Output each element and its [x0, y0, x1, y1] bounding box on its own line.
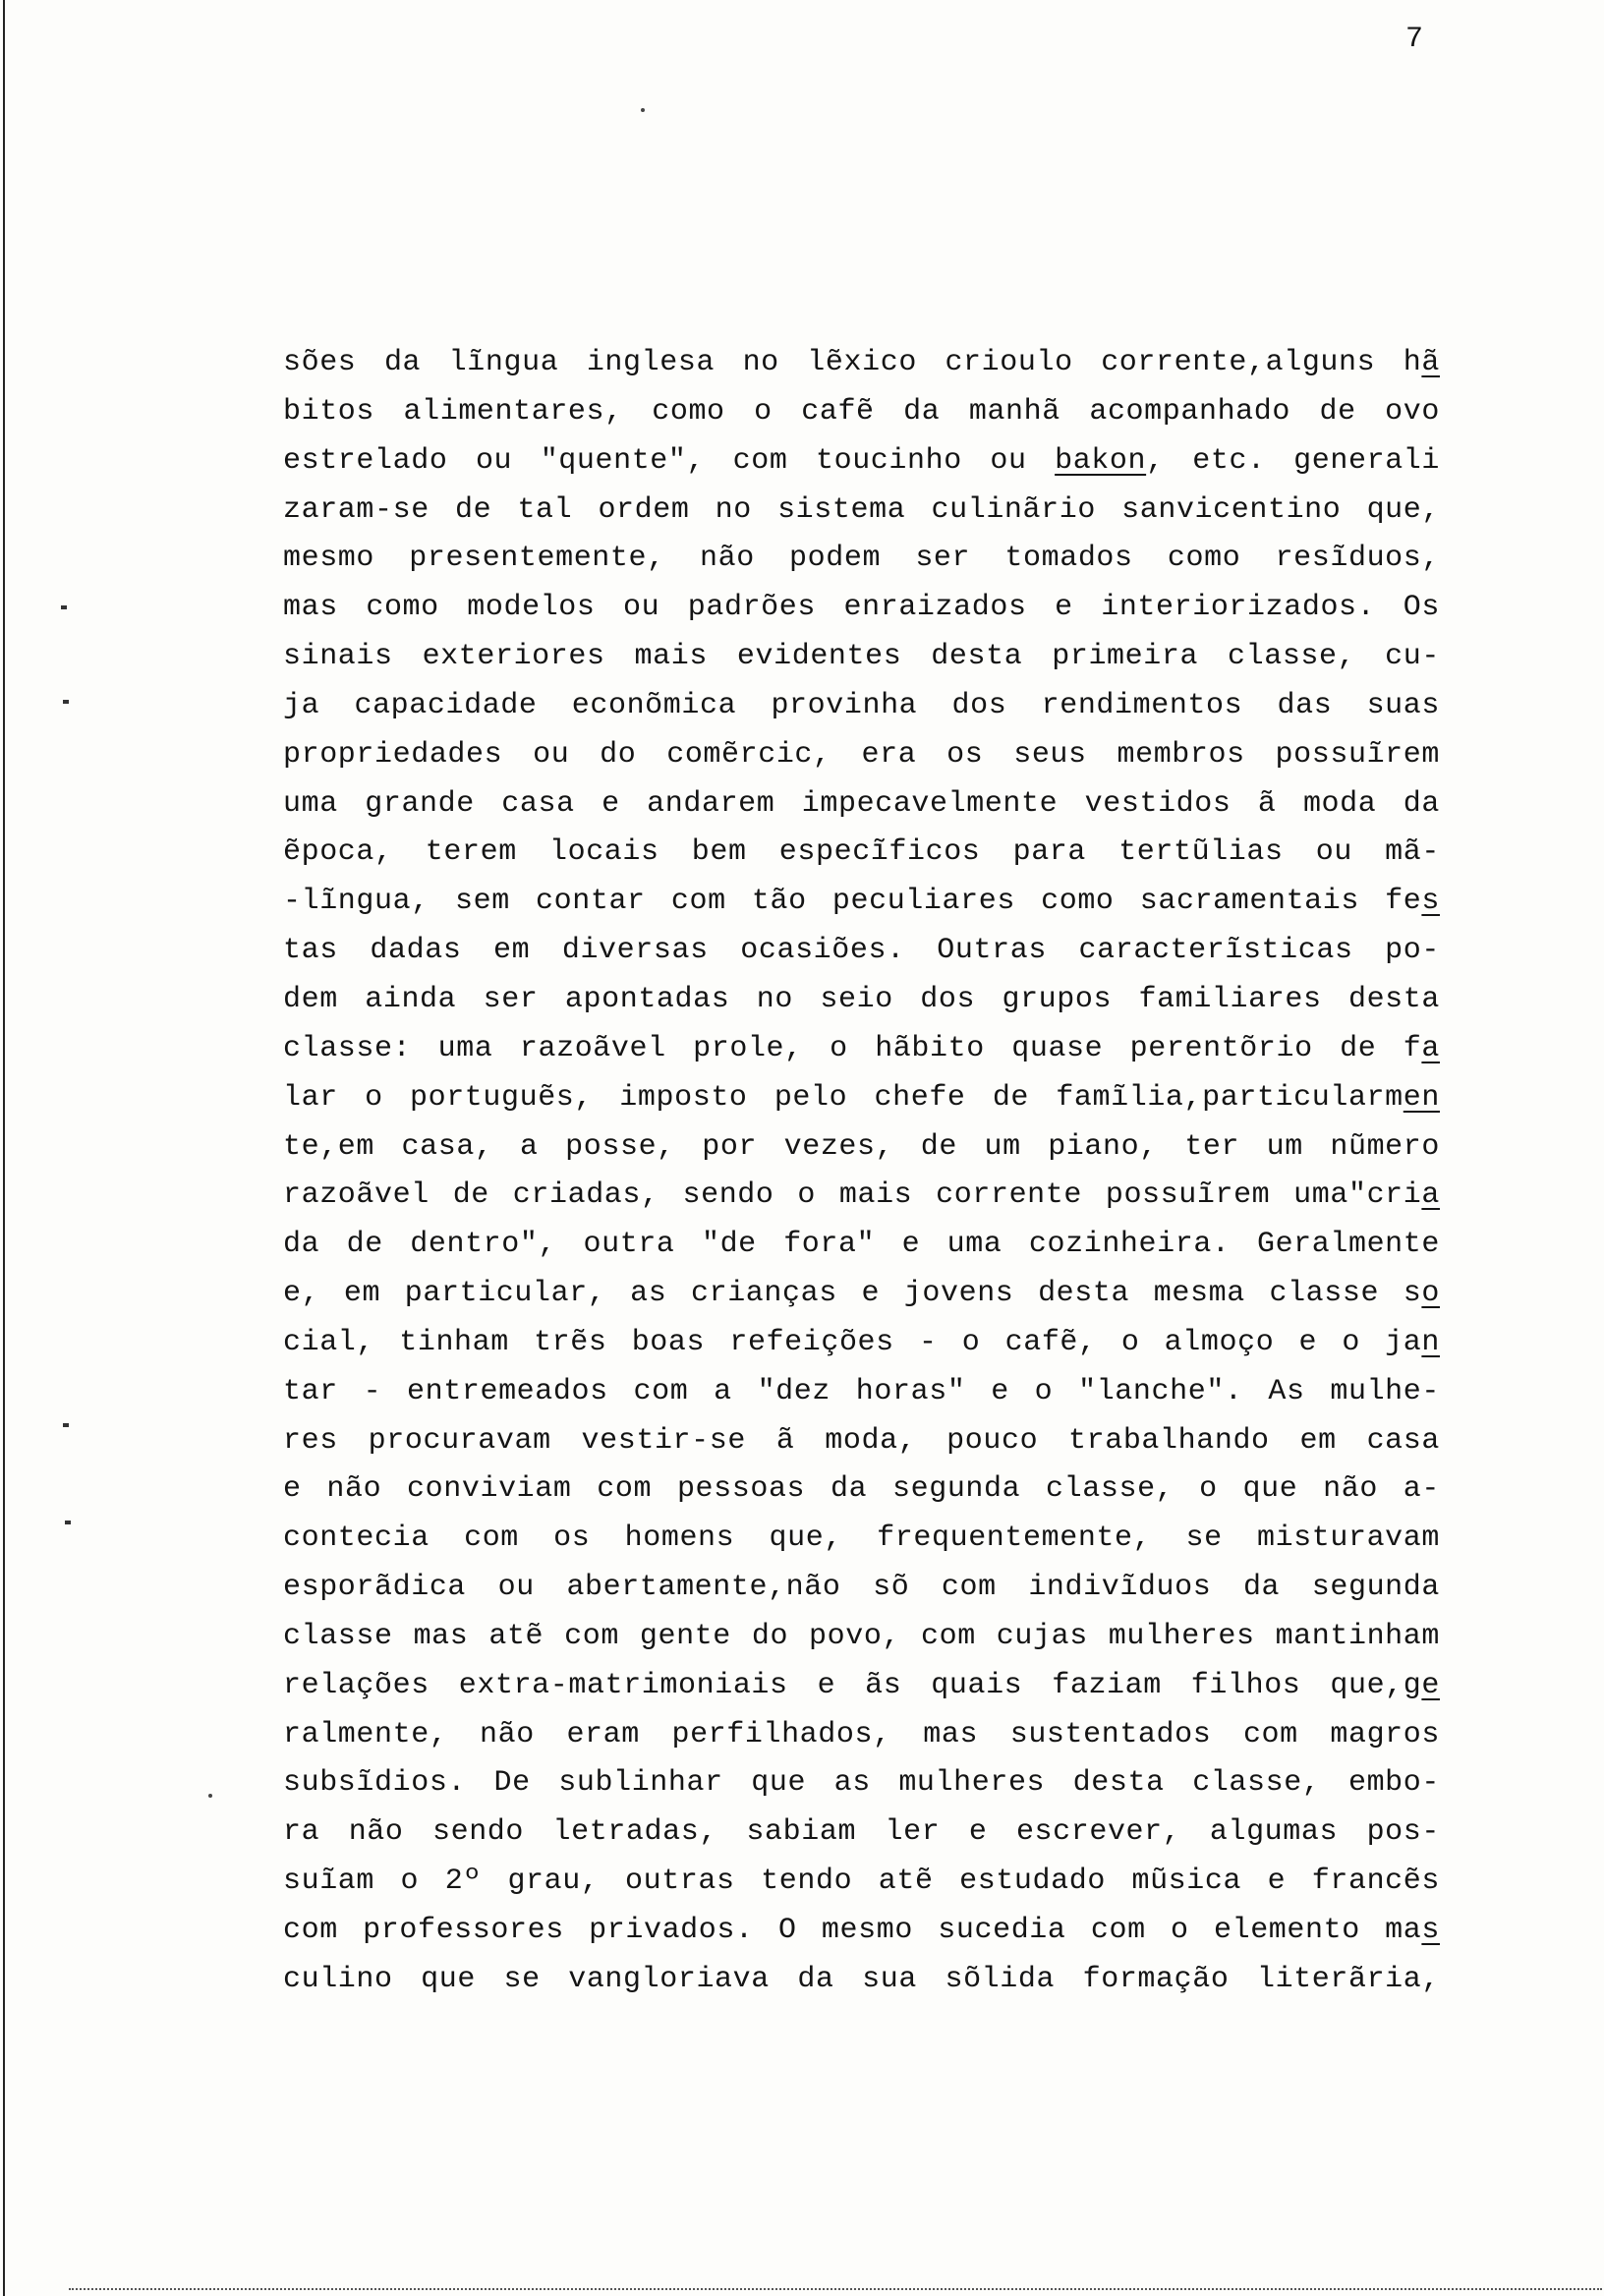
line-text: subsĩdios. De sublinhar que as mulheres desta classe, embo- — [283, 1766, 1440, 1801]
line-text: lar o portuguẽs, imposto pelo chefe de famĩlia,particularm — [283, 1080, 1404, 1115]
line-text: propriedades ou do comẽrcic, era os seus membros possuĩrem — [283, 737, 1440, 772]
text-line — [283, 829, 1440, 878]
underlined-text: n — [1421, 1325, 1440, 1359]
line-text: uma grande casa e andarem impecavelmente vestidos ã moda da — [283, 786, 1440, 821]
text-line — [283, 1025, 1440, 1074]
underlined-text: a — [1421, 1178, 1440, 1213]
text-line — [283, 1759, 1440, 1808]
line-text: mas como modelos ou padrões enraizados e interiorizados. Os — [283, 591, 1440, 625]
text-line — [283, 1907, 1440, 1956]
text-line — [283, 1221, 1440, 1270]
underlined-text: o — [1421, 1277, 1440, 1311]
line-text: classe: uma razoãvel prole, o hãbito quase perentõrio de f — [283, 1031, 1422, 1065]
text-line — [283, 780, 1440, 830]
text-line — [283, 1172, 1440, 1221]
line-text: dem ainda ser apontadas no seio dos grupos familiares desta — [283, 982, 1440, 1016]
line-text: cial, tinham trẽs boas refeições - o cafẽ, o almoço e o ja — [283, 1325, 1422, 1359]
line-text: ra não sendo letradas, sabiam ler e escrever, algumas pos- — [283, 1815, 1440, 1850]
text-line — [283, 388, 1440, 437]
text-line — [283, 1564, 1440, 1613]
text-line — [283, 584, 1440, 633]
line-text: mesmo presentemente, não podem ser tomados como resĩduos, — [283, 542, 1440, 576]
page-number: 7 — [1405, 23, 1424, 56]
text-line — [283, 1515, 1440, 1564]
line-text: esporãdica ou abertamente,não sõ com indivĩduos da segunda — [283, 1571, 1440, 1605]
line-text: relações extra-matrimoniais e ãs quais faziam filhos que,g — [283, 1668, 1422, 1702]
line-text: zaram-se de tal ordem no sistema culinãrio sanvicentino que, — [283, 492, 1440, 527]
text-line — [283, 1711, 1440, 1760]
text-line — [283, 1074, 1440, 1123]
text-line — [283, 976, 1440, 1025]
scan-bottom-edge-rule — [69, 2288, 1602, 2290]
line-text: contecia com os homens que, frequentemente, se misturavam — [283, 1521, 1440, 1556]
line-text: sinais exteriores mais evidentes desta primeira classe, cu- — [283, 640, 1440, 674]
line-text: estrelado ou "quente", com toucinho ou — [283, 443, 1056, 478]
line-text: sões da lĩngua inglesa no lẽxico crioulo corrente,alguns h — [283, 346, 1422, 379]
margin-mark — [65, 1521, 71, 1524]
scan-speck — [208, 1794, 212, 1798]
text-line — [283, 1956, 1440, 2005]
line-text: tar - entremeados com a "dez horas" e o "lanche". As mulhe- — [283, 1374, 1440, 1408]
text-line — [283, 1417, 1440, 1466]
text-line — [283, 1613, 1440, 1662]
line-text: tas dadas em diversas ocasiões. Outras caracterĩsticas po- — [283, 934, 1440, 968]
text-line — [283, 878, 1440, 927]
scan-speck — [641, 108, 645, 112]
underlined-text: s — [1421, 885, 1440, 919]
text-line — [283, 1858, 1440, 1907]
underlined-text: a — [1421, 1031, 1440, 1065]
text-line — [283, 927, 1440, 976]
margin-mark — [63, 1423, 69, 1427]
underlined-text: bakon — [1055, 443, 1147, 478]
text-line — [283, 633, 1440, 682]
text-line — [283, 682, 1440, 731]
text-line — [283, 339, 1440, 388]
line-text: classe mas atẽ com gente do povo, com cujas mulheres mantinham — [283, 1619, 1440, 1653]
line-text: ralmente, não eram perfilhados, mas sustentados com magros — [283, 1717, 1440, 1751]
underlined-text: s — [1421, 1914, 1440, 1947]
line-text: ja capacidade econõmica provinha dos rendimentos das suas — [283, 688, 1440, 722]
text-line — [283, 1270, 1440, 1319]
line-text: da de dentro", outra "de fora" e uma cozinheira. Geralmente — [283, 1228, 1440, 1262]
text-line — [283, 1808, 1440, 1858]
underlined-text: ã — [1421, 346, 1440, 379]
margin-mark — [63, 700, 69, 704]
line-text: ẽpoca, terem locais bem especĩficos para tertũlias ou mã- — [283, 835, 1440, 870]
scan-left-edge-rule — [3, 0, 5, 2296]
line-text-continued: , etc. generali — [1146, 443, 1441, 478]
text-line — [283, 1123, 1440, 1173]
text-line — [283, 1368, 1440, 1417]
text-line — [283, 1319, 1440, 1368]
underlined-text: e — [1421, 1668, 1440, 1702]
text-line — [283, 487, 1440, 536]
line-text: te,em casa, a posse, por vezes, de um piano, ter um nũmero — [283, 1129, 1440, 1164]
line-text: culino que se vangloriava da sua sõlida formação literãria, — [283, 1962, 1440, 1996]
line-text: razoãvel de criadas, sendo o mais corrente possuĩrem uma"cri — [283, 1178, 1422, 1213]
text-line — [283, 1662, 1440, 1711]
line-text: e não conviviam com pessoas da segunda classe, o que não a- — [283, 1472, 1440, 1507]
body-text — [283, 339, 1440, 2005]
text-line — [283, 437, 1440, 487]
text-line — [283, 1465, 1440, 1515]
line-text: res procuravam vestir-se ã moda, pouco trabalhando em casa — [283, 1423, 1440, 1458]
line-text: suĩam o 2º grau, outras tendo atẽ estudado mũsica e francẽs — [283, 1865, 1440, 1899]
line-text: e, em particular, as crianças e jovens desta mesma classe s — [283, 1277, 1422, 1311]
line-text: -lĩngua, sem contar com tão peculiares como sacramentais fe — [283, 885, 1422, 919]
underlined-text: en — [1403, 1080, 1440, 1115]
line-text: com professores privados. O mesmo sucedia com o elemento ma — [283, 1914, 1422, 1947]
text-line — [283, 731, 1440, 780]
margin-mark — [61, 605, 67, 609]
line-text: bitos alimentares, como o cafẽ da manhã acompanhado de ovo — [283, 394, 1440, 429]
text-line — [283, 535, 1440, 584]
